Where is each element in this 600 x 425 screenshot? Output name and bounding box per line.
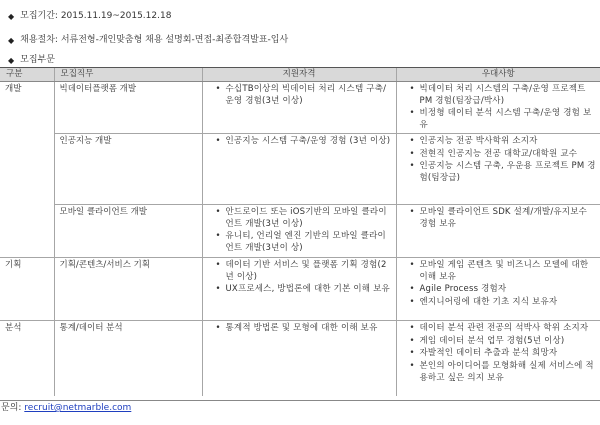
requirements-list [208, 136, 392, 148]
list-item: • Agile Process 경험자 [420, 284, 597, 296]
requirements-cell [202, 204, 396, 257]
list-item: • 수십TB이상의 빅데이터 처리 시스템 구축/운영 경험(3년 이상) [226, 84, 392, 107]
category-cell: 기획 [0, 257, 54, 320]
diamond-bullet-icon: ◆ [8, 11, 15, 21]
list-item: • 엔지니어링에 대한 기초 지식 보유자 [420, 297, 597, 309]
table-row [0, 204, 600, 257]
list-item: • 빅데이터 처리 시스템의 구축/운영 프로젝트 PM 경험(팀장급/박사) [420, 84, 597, 107]
role-cell: 인공지능 개발 [54, 133, 202, 204]
list-item: • 데이터 기반 서비스 및 플랫폼 기획 경험(2년 이상) [226, 260, 392, 283]
recruit-period-line [8, 10, 171, 22]
preferences-list [402, 84, 597, 132]
diamond-bullet-icon: ◆ [8, 55, 15, 65]
list-item: • 자발적인 데이터 추출과 분석 희망자 [420, 348, 597, 360]
list-item: • 인공지능 시스템 구축, 우운용 프로젝트 PM 경험(팀장급) [420, 161, 597, 184]
requirements-list [208, 207, 392, 255]
list-item: • 모바일 클라이언트 SDK 설계/개발/유지보수 경험 보유 [420, 207, 597, 230]
list-item: • 안드로이드 또는 iOS기반의 모바일 클라이언트 개발(3년 이상) [226, 207, 392, 230]
preferences-list [402, 207, 597, 230]
table-header-row [0, 68, 600, 82]
section-title: 모집부문 [20, 55, 55, 65]
requirements-list [208, 84, 392, 107]
list-item: • UX프로세스, 방법론에 대한 기본 이해 보유 [226, 284, 392, 296]
category-cell: 개발 [0, 82, 54, 258]
list-item: • 통계적 방법론 및 모형에 대한 이해 보유 [226, 323, 392, 335]
preferences-cell [396, 320, 600, 396]
requirements-list [208, 260, 392, 296]
requirements-cell [202, 82, 396, 134]
category-cell: 분석 [0, 320, 54, 396]
list-item: • 인공지능 전공 박사학위 소지자 [420, 136, 597, 148]
hiring-process: 채용절차: 서류전형-개인맞춤형 채용 설명회-면접-최종합격발표-입사 [20, 35, 289, 45]
column-header: 지원자격 [202, 68, 396, 82]
table-row [0, 82, 600, 134]
list-item: • 본인의 아이디어를 모형화해 실제 서비스에 적용하고 싶은 의지 보유 [420, 361, 597, 384]
recruitment-table [0, 68, 600, 396]
contact-email-link[interactable]: recruit@netmarble.com [24, 403, 132, 413]
recruit-period: 모집기간: 2015.11.19~2015.12.18 [20, 11, 172, 21]
list-item: • 모바일 게임 콘텐츠 및 비즈니스 모델에 대한 이해 보유 [420, 260, 597, 283]
list-item: • 유니티, 언리얼 엔진 기반의 모바일 클라이언트 개발(3년이 상) [226, 231, 392, 254]
preferences-cell [396, 204, 600, 257]
requirements-cell [202, 133, 396, 204]
list-item: • 데이터 분석 관련 전공의 석박사 학위 소지자 [420, 323, 597, 335]
requirements-list [208, 323, 392, 335]
preferences-list [402, 323, 597, 385]
table-row [0, 133, 600, 204]
preferences-list [402, 260, 597, 309]
hiring-process-line [8, 34, 288, 46]
section-title-line [8, 54, 55, 66]
table-row [0, 257, 600, 320]
requirements-cell [202, 320, 396, 396]
column-header: 모집직무 [54, 68, 202, 82]
contact-line [1, 402, 131, 414]
role-cell: 모바일 클라이언트 개발 [54, 204, 202, 257]
preferences-cell [396, 133, 600, 204]
role-cell: 기획/콘텐츠/서비스 기획 [54, 257, 202, 320]
requirements-cell [202, 257, 396, 320]
preferences-cell [396, 82, 600, 134]
role-cell: 빅데이터플랫폼 개발 [54, 82, 202, 134]
list-item: • 비정형 데이터 분석 시스템 구축/운영 경험 보유 [420, 108, 597, 131]
column-header: 우대사항 [396, 68, 600, 82]
list-item: • 인공지능 시스템 구축/운영 경험 (3년 이상) [226, 136, 392, 148]
table-row [0, 320, 600, 396]
preferences-list [402, 136, 597, 185]
role-cell: 통계/데이터 분석 [54, 320, 202, 396]
preferences-cell [396, 257, 600, 320]
list-item: • 게임 데이터 분석 업무 경험(5년 이상) [420, 336, 597, 348]
list-item: • 전현직 인공지능 전공 대학교/대학원 교수 [420, 149, 597, 161]
recruitment-table-wrapper [0, 67, 600, 401]
contact-label: 문의: [1, 403, 22, 413]
diamond-bullet-icon: ◆ [8, 35, 15, 45]
column-header: 구분 [0, 68, 54, 82]
